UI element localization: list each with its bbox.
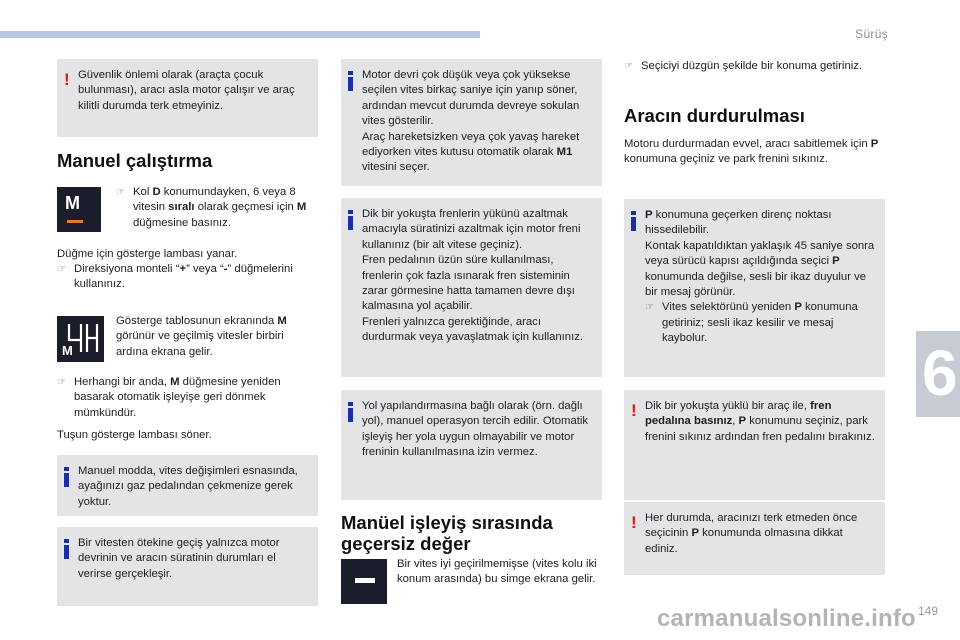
heading-invalid-value: Manüel işleyiş sırasında geçersiz değer: [341, 512, 553, 554]
info-text: Bir vitesten ötekine geçiş yalnızca motor devrinin ve aracın süratinin durumları el verirse gerçekleşir.: [78, 537, 280, 580]
dash-symbol: [355, 578, 375, 583]
chapter-number: 6: [922, 337, 958, 409]
info-text: Dik bir yokuşta frenlerin yükünü azaltmak amacıyla süratinizi azaltmak için motor freni kullanınız (bir alt vitese geçiniz). Fren pedalının üzün süre kullanılması, frenlerin çok fazla ısınarak fren sisteminin zarar görmesine hatta tamamen devre dışı kalmasına yol açabilir. Frenleri yalnızca gerektiğinde, aracı durdurmak veya yavaşlatmak için kullanınız.: [362, 208, 584, 344]
stopping-instructions-text: Motoru durdurmadan evvel, aracı sabitlemek için P konumuna geçiniz ve park frenini sıkınız.: [624, 138, 879, 166]
info-icon: [64, 539, 69, 559]
warning-text: Güvenlik önlemi olarak (araçta çocuk bulunması), aracı asla motor çalışır ve araç kilitli durumda terk etmeyiniz.: [78, 69, 295, 112]
warning-box-slope-loaded: [624, 390, 885, 500]
invalid-gear-dash-icon: [341, 559, 387, 604]
info-box-gear-change-conditions: [57, 527, 318, 606]
info-box-manual-preferred: [341, 390, 602, 500]
info-icon: [348, 71, 353, 91]
info-text: P konumuna geçerken direnç noktası hissedilebilir. Kontak kapatıldıktan yaklaşık 45 saniye sonra veya sürücü kapısı açıldığında seçici P konumunda değilse, sesli bir ikaz duyulur ve bir mesaj görünür. ☞ Vites selektörünü yeniden P konumuna getiriniz; sesli ikaz kesilir ve mesaj kaybolur.: [645, 208, 877, 347]
info-icon: [348, 210, 353, 230]
info-box-no-throttle-release: [57, 455, 318, 516]
bullet-arrow-icon: ☞: [57, 377, 66, 388]
heading-manual-start: Manuel çalıştırma: [57, 150, 213, 171]
info-text: Yol yapılandırmasına bağlı olarak (örn. dağlı yol), manuel operasyon tercih edilir. Otomatik işleyiş her yola uygun olmayabilir ve motor freninin kullanılmasına izin vermez.: [362, 400, 589, 459]
info-box-rpm-blink: [341, 59, 602, 186]
lamp-on-text: Düğme için gösterge lambası yanar.: [57, 248, 238, 260]
warning-text: Dik bir yokuşta yüklü bir araç ile, fren pedalına basınız, P konumunu seçiniz, park frenini sıkınız ardından fren pedalını bırakınız.: [645, 400, 875, 443]
info-icon: [631, 211, 636, 231]
display-m-text: Gösterge tablosunun ekranında M görünür ve geçilmiş vitesler birbiri ardına ekrana gelir.: [116, 315, 287, 358]
lamp-off-text: Tuşun gösterge lambası söner.: [57, 429, 212, 441]
watermark-text: carmanualsonline.info: [657, 605, 916, 632]
warning-exclamation-icon: !: [631, 401, 637, 420]
m-button-icon: [57, 187, 101, 232]
chapter-tab: [916, 331, 960, 417]
warning-box-leave-vehicle: [624, 502, 885, 575]
step-press-m: ☞ Kol D konumundayken, 6 veya 8 vitesin sıralı olarak geçmesi için M düğmesine basınız.: [116, 186, 307, 229]
invalid-gear-text: Bir vites iyi geçirilmemişse (vites kolu iki konum arasında) bu simge ekrana gelir.: [397, 558, 597, 586]
step-steering-paddles: ☞ Direksiyona monteli “+” veya “-” düğmelerini kullanınız.: [57, 263, 293, 291]
step-return-auto: ☞ Herhangi bir anda, M düğmesine yeniden basarak otomatik işleyişe geri dönmek mümkündür.: [57, 376, 281, 419]
heading-stopping-vehicle: Aracın durdurulması: [624, 105, 805, 126]
step-set-selector: ☞ Seçiciyi düzgün şekilde bir konuma getiriniz.: [624, 59, 886, 74]
info-icon: [348, 402, 353, 422]
info-box-engine-brake: [341, 198, 602, 377]
bullet-arrow-icon: ☞: [116, 187, 125, 198]
info-sub-step: ☞ Vites selektörünü yeniden P konumuna getiriniz; sesli ikaz kesilir ve mesaj kaybolur.: [645, 301, 858, 345]
section-title: Sürüş: [855, 27, 888, 41]
display-m-gear-icon: [57, 316, 104, 362]
indicator-lamp-icon: [67, 220, 83, 223]
warning-text: Her durumda, aracınızı terk etmeden önce seçicinin P konumunda olmasına dikkat ediniz.: [645, 512, 858, 555]
bullet-arrow-icon: ☞: [645, 302, 654, 314]
info-box-park-position: [624, 199, 885, 377]
info-icon: [64, 467, 69, 487]
m-button-letter: M: [65, 193, 80, 213]
info-text: Manuel modda, vites değişimleri esnasında, ayağınızı gaz pedalından çekmenize gerek yoktur.: [78, 465, 298, 508]
warning-exclamation-icon: !: [631, 513, 637, 532]
display-m-letter: M: [62, 343, 73, 358]
info-text: Motor devri çok düşük veya çok yüksekse seçilen vites birkaç saniye için yanıp söner, ardından mevcut durumda devreye sokulan vites gösterilir. Araç hareketsizken veya çok yavaş hareket ediyorken vites kutusu otomatik olarak M1 vitesini seçer.: [362, 69, 580, 174]
bullet-arrow-icon: ☞: [624, 61, 633, 72]
bullet-arrow-icon: ☞: [57, 264, 66, 275]
warning-exclamation-icon: !: [64, 70, 70, 89]
page-number: 149: [917, 604, 938, 618]
warning-box-child-safety: [57, 59, 318, 137]
header-accent-bar: [0, 31, 480, 38]
